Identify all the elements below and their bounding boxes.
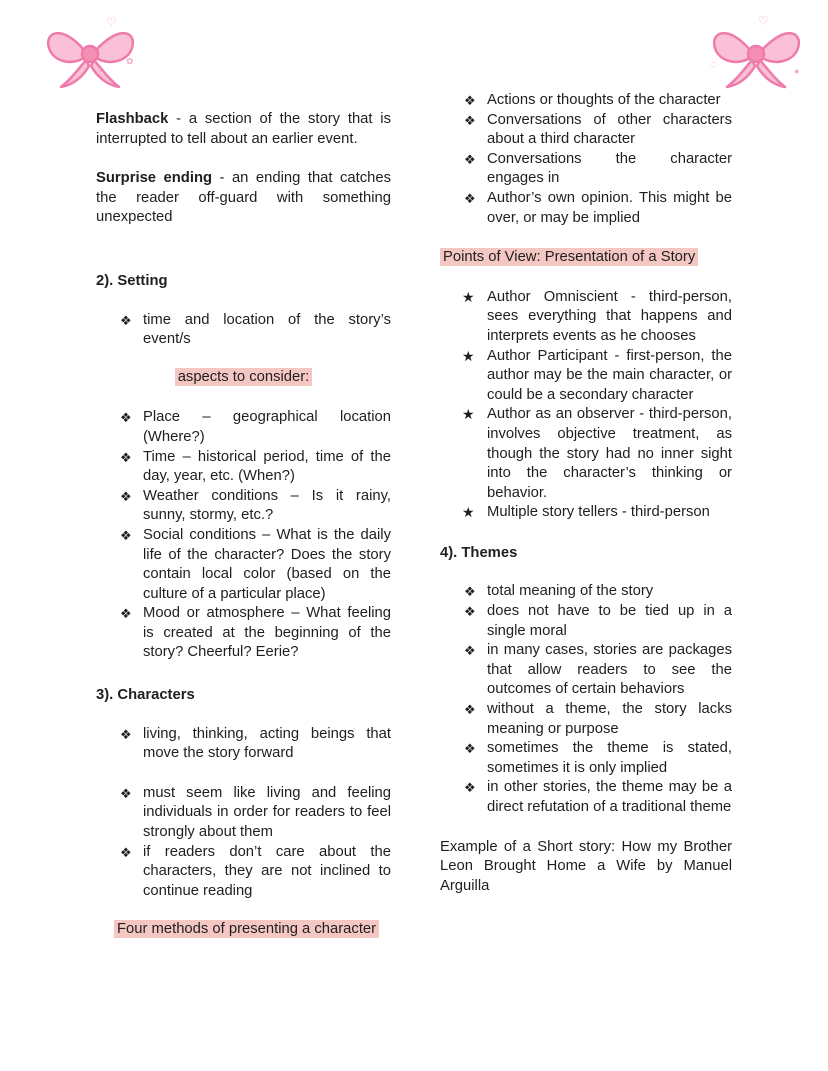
diamond-bullet-icon: ❖: [464, 190, 476, 206]
diamond-bullet-icon: ❖: [120, 844, 132, 860]
list-item: [440, 582, 732, 602]
diamond-bullet-icon: ❖: [464, 604, 476, 620]
list-item: [96, 725, 391, 764]
list-item: [440, 739, 732, 778]
characters-list: [96, 725, 391, 902]
list-item: [440, 150, 732, 189]
setting-heading: 2). Setting: [96, 272, 168, 289]
diamond-bullet-icon: ❖: [120, 785, 132, 801]
list-item: [440, 405, 732, 503]
aspects-highlight: aspects to consider:: [175, 368, 313, 386]
list-item: [96, 604, 391, 663]
svg-text:✿: ✿: [126, 56, 134, 66]
diamond-bullet-icon: ❖: [464, 151, 476, 167]
surprise-ending-definition: [96, 169, 391, 228]
star-bullet-icon: ★: [462, 288, 475, 305]
method-bullet-text: Author’s own opinion. This might be over, or may be implied: [487, 189, 732, 226]
pov-bullet-text: Author Omniscient - third-person, sees everything that happens and interprets events as he chooses: [487, 288, 732, 344]
list-item: [96, 311, 391, 350]
pov-bullet-text: Multiple story tellers - third-person: [487, 504, 710, 521]
term-surprise-ending: Surprise ending: [96, 170, 213, 187]
characters-bullet-text: must seem like living and feeling individuals in order for readers to feel strongly about them: [143, 784, 391, 841]
theme-bullet-text: without a theme, the story lacks meaning or purpose: [487, 701, 732, 737]
list-item: [96, 448, 391, 487]
list-item: [440, 602, 732, 641]
diamond-bullet-icon: ❖: [464, 112, 476, 128]
list-item: [96, 843, 391, 902]
flashback-definition-text: - a section of the story that is interrupted to tell about an earlier event.: [96, 111, 391, 147]
list-item: [440, 778, 732, 817]
theme-bullet-text: total meaning of the story: [487, 583, 654, 600]
characters-heading: 3). Characters: [96, 687, 195, 704]
method-bullet-text: Conversations of other characters about a third character: [487, 111, 732, 148]
diamond-bullet-icon: ❖: [464, 741, 476, 757]
star-bullet-icon: ★: [462, 504, 475, 521]
list-item: [440, 91, 732, 111]
diamond-bullet-icon: ❖: [120, 488, 132, 504]
list-item: [440, 700, 732, 739]
diamond-bullet-icon: ❖: [120, 606, 132, 622]
theme-bullet-text: does not have to be tied up in a single moral: [487, 603, 732, 639]
theme-bullet-text: sometimes the theme is stated, sometimes it is only implied: [487, 740, 732, 776]
diamond-bullet-icon: ❖: [120, 449, 132, 465]
list-item: [96, 408, 391, 447]
surprise-ending-definition-text: - an ending that catches the reader off-guard with something unexpected: [96, 170, 391, 226]
pink-bow-icon: [706, 12, 806, 96]
characters-bullet-text: if readers don’t care about the characters, they are not inclined to continue reading: [143, 843, 391, 899]
theme-bullet-text: in other stories, the theme may be a direct refutation of a traditional theme: [487, 779, 732, 815]
svg-text:♡: ♡: [106, 15, 117, 29]
method-bullet-text: Conversations the character engages in: [487, 150, 732, 187]
four-methods-highlight-line: [114, 920, 391, 940]
flashback-definition: [96, 110, 391, 149]
left-column: [96, 110, 391, 940]
term-flashback: Flashback: [96, 111, 169, 127]
aspects-highlight-line: [96, 368, 391, 388]
diamond-bullet-icon: ❖: [120, 312, 132, 328]
example-paragraph: Example of a Short story: How my Brother Leon Brought Home a Wife by Manuel Arguilla: [440, 838, 732, 894]
characters-bullet-text: living, thinking, acting beings that move the story forward: [143, 725, 391, 762]
pov-highlight: Points of View: Presentation of a Story: [440, 248, 698, 266]
themes-heading: 4). Themes: [440, 544, 518, 561]
list-item: [96, 784, 391, 843]
list-item: [440, 111, 732, 150]
diamond-bullet-icon: ❖: [464, 584, 476, 600]
svg-text:♡: ♡: [710, 61, 718, 70]
diamond-bullet-icon: ❖: [464, 780, 476, 796]
list-item: [440, 641, 732, 700]
four-methods-highlight: Four methods of presenting a character: [114, 920, 379, 938]
diamond-bullet-icon: ❖: [120, 726, 132, 742]
pov-list: [440, 288, 732, 523]
setting-bullet-text: time and location of the story’s event/s: [143, 311, 391, 348]
list-item: [96, 487, 391, 526]
aspect-bullet-text: Mood or atmosphere – What feeling is created at the beginning of the story? Cheerful? Eerie?: [143, 605, 391, 661]
diamond-bullet-icon: ❖: [464, 643, 476, 659]
list-item: [440, 503, 732, 523]
svg-text:♡: ♡: [758, 14, 769, 28]
diamond-bullet-icon: ❖: [464, 702, 476, 718]
list-item: [440, 189, 732, 228]
right-column: [440, 91, 732, 896]
aspect-bullet-text: Place – geographical location (Where?): [143, 409, 391, 445]
aspects-list: [96, 408, 391, 663]
star-bullet-icon: ★: [462, 347, 475, 364]
aspect-bullet-text: Social conditions – What is the daily life of the character? Does the story contain local color (based on the culture of a particular place): [143, 526, 391, 602]
pink-bow-icon: [38, 12, 142, 96]
diamond-bullet-icon: ❖: [120, 410, 132, 426]
aspect-bullet-text: Weather conditions – Is it rainy, sunny, stormy, etc.?: [143, 487, 391, 524]
svg-text:●: ●: [794, 66, 800, 76]
diamond-bullet-icon: ❖: [464, 93, 476, 108]
themes-list: [440, 582, 732, 817]
pov-highlight-line: [440, 248, 732, 268]
list-item: [440, 347, 732, 406]
method-bullet-text: Actions or thoughts of the character: [487, 92, 721, 108]
theme-bullet-text: in many cases, stories are packages that allow readers to see the outcomes of certain behaviors: [487, 642, 732, 698]
list-item: [440, 288, 732, 347]
aspect-bullet-text: Time – historical period, time of the day, year, etc. (When?): [143, 448, 391, 485]
pov-bullet-text: Author as an observer - third-person, involves objective treatment, as though the story had no inner sight into the character’s thinking or behavior.: [487, 406, 732, 501]
diamond-bullet-icon: ❖: [120, 527, 132, 543]
pov-bullet-text: Author Participant - first-person, the author may be the main character, or could be a secondary character: [487, 347, 732, 403]
list-item: [96, 526, 391, 604]
methods-list: [440, 91, 732, 228]
star-bullet-icon: ★: [462, 406, 475, 423]
